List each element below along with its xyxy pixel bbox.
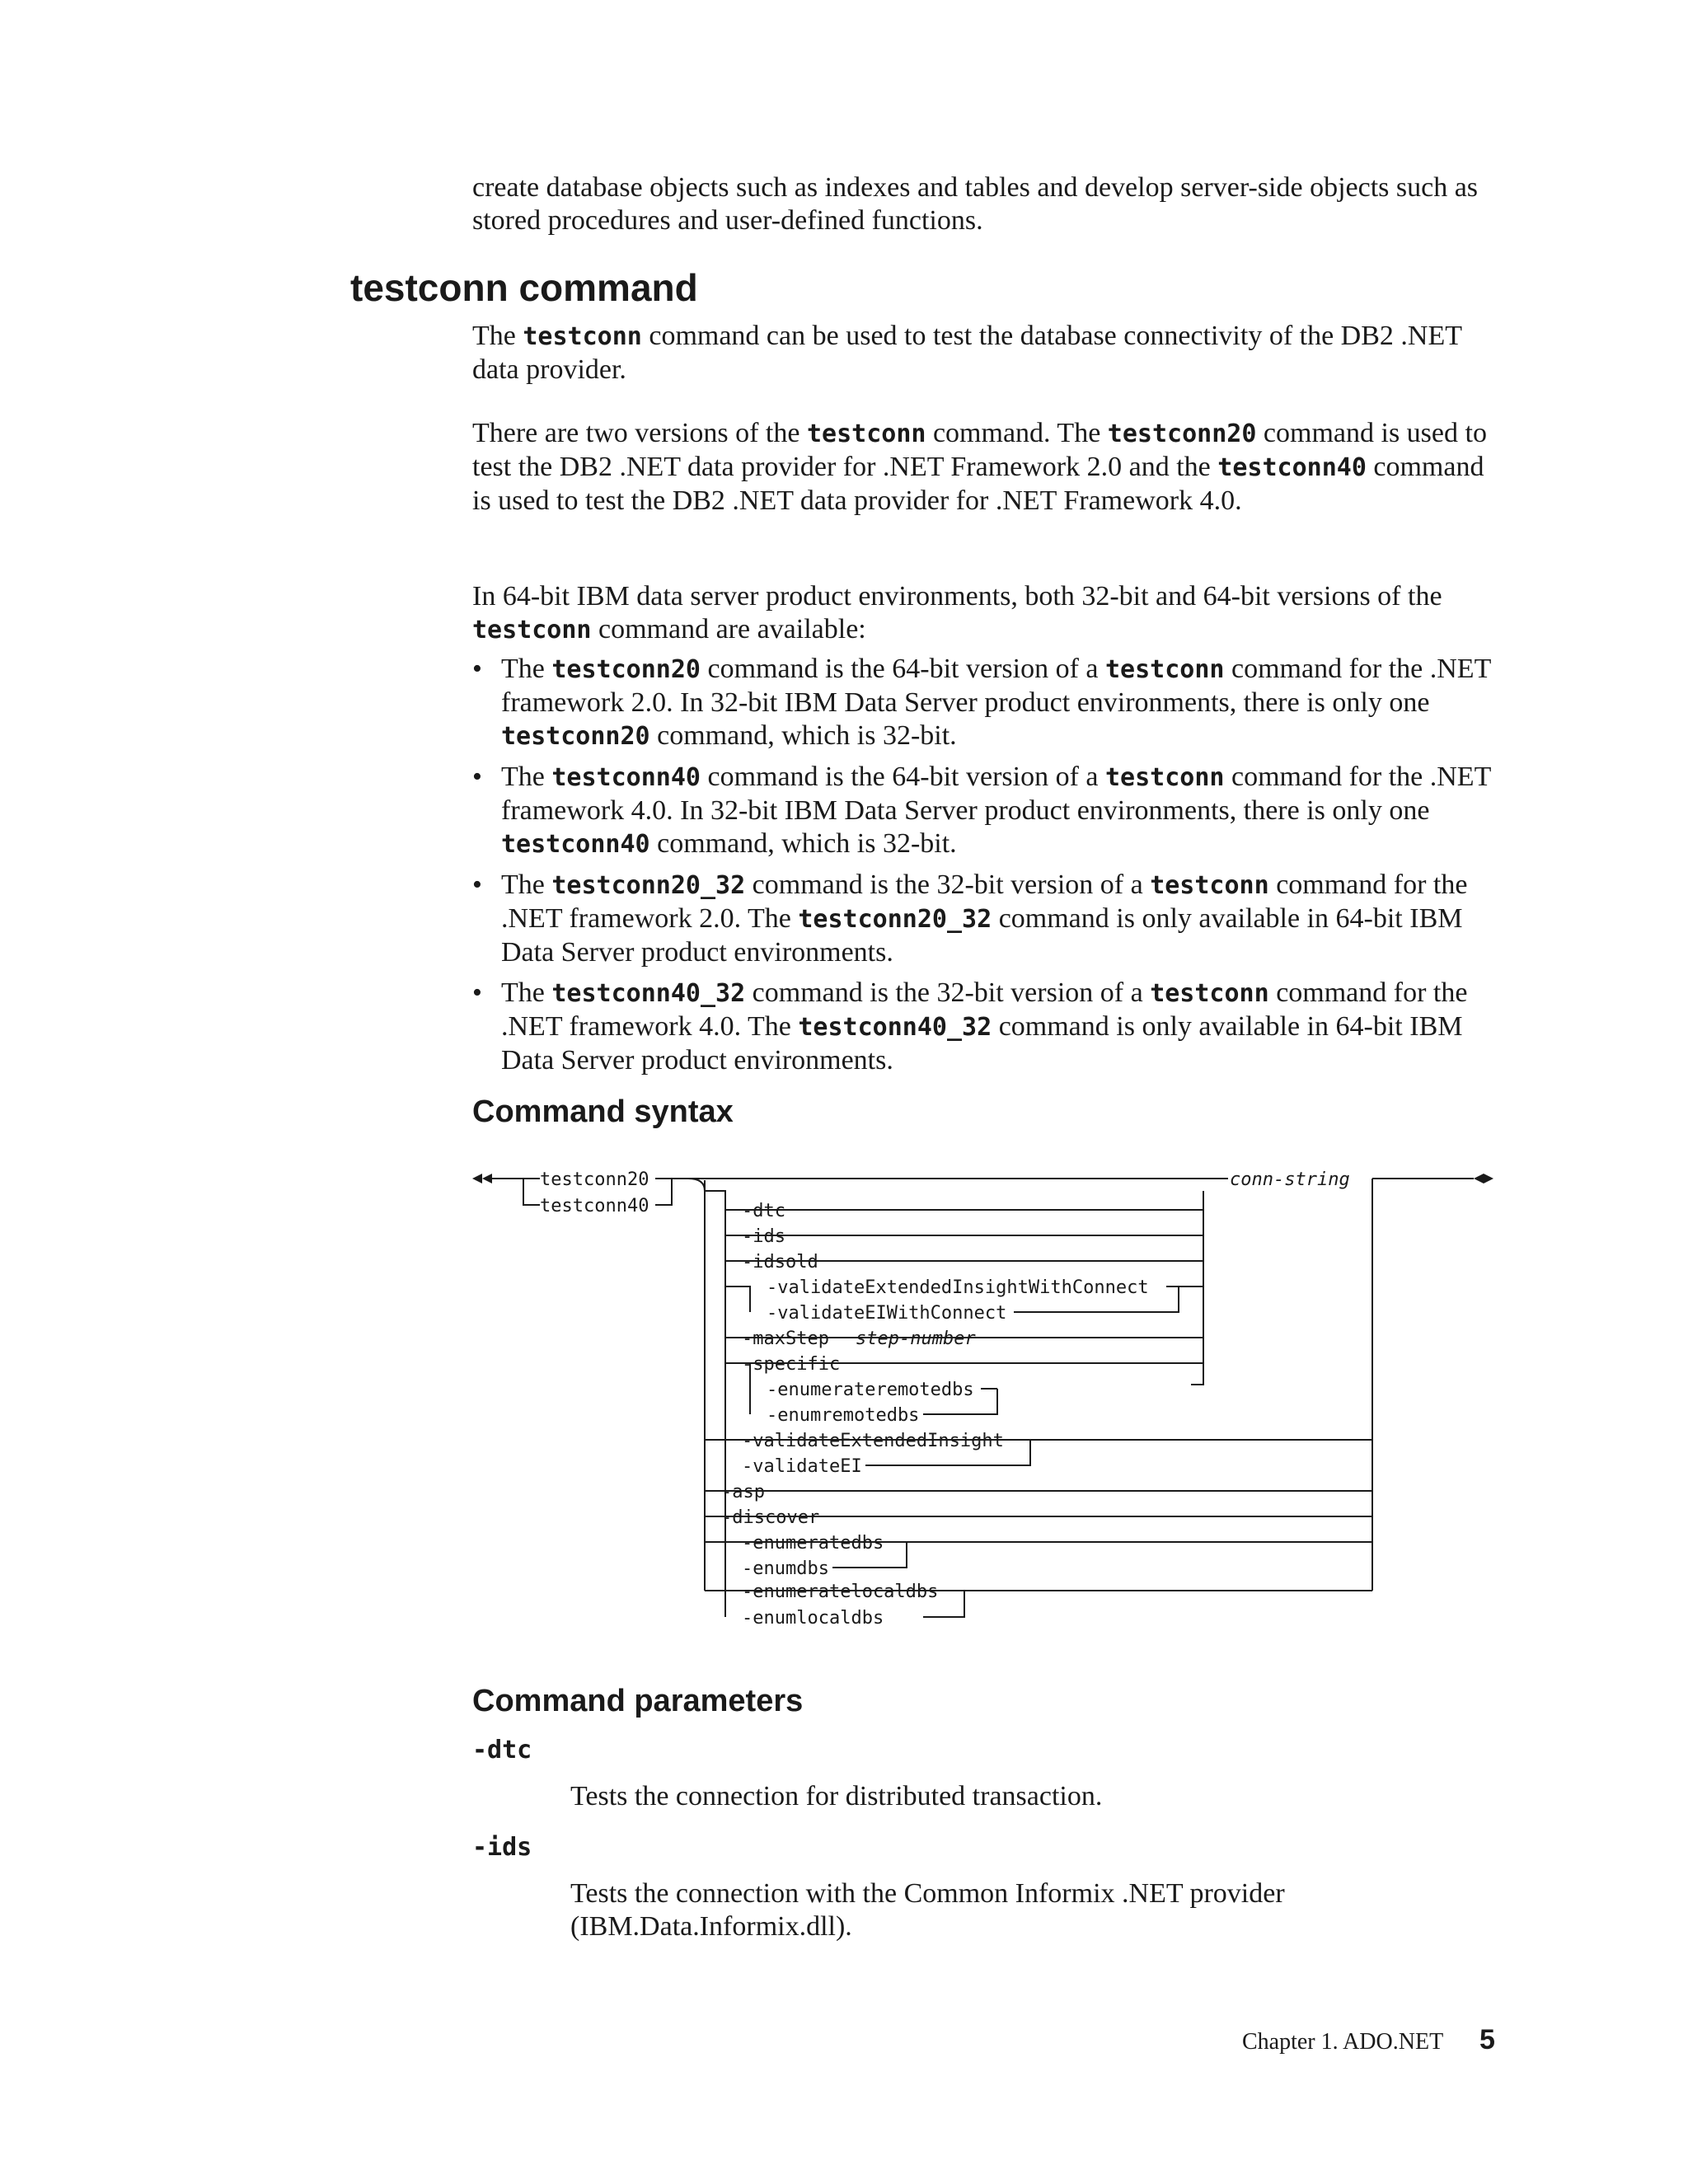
syntax-idsold: -idsold [742,1252,818,1272]
command-keyword: testconn [472,616,592,644]
syntax-step-number: step-number [856,1329,976,1349]
command-keyword: testconn [523,322,642,351]
syntax-enumeratedbs: -enumeratedbs [742,1533,884,1554]
syntax-enumeratelocaldbs: -enumeratelocaldbs [742,1582,939,1602]
syntax-enumerateremotedbs: -enumerateremotedbs [767,1380,974,1400]
syntax-discover: -discover [721,1507,820,1528]
footer-chapter: Chapter 1. ADO.NET [1242,2029,1444,2055]
list-item: • The testconn40_32 command is the 32-bit version of a testconn command for the .NET framework 4.0. The testconn40_32 command is only available in 64-bit IBM Data Server product environments. [472,977,1468,1076]
param-term-dtc: -dtc [472,1736,532,1765]
list-item: • The testconn20 command is the 64-bit version of a testconn command for the .NET framework 2.0. In 32-bit IBM Data Server product environments, there is only one testconn20 command, which is 32-bit. [472,654,1491,751]
syntax-testconn40: testconn40 [540,1196,649,1216]
syntax-validate-extended-insight-with-connect: -validateExtendedInsightWithConnect [767,1277,1149,1298]
param-desc-ids: Tests the connection with the Common Informix .NET provider (IBM.Data.Informix.dll). [570,1878,1285,1942]
syntax-enumdbs: -enumdbs [742,1558,829,1579]
list-item: • The testconn20_32 command is the 32-bit version of a testconn command for the .NET framework 2.0. The testconn20_32 command is only available in 64-bit IBM Data Server product environments. [472,869,1468,968]
bullet-icon: • [472,977,482,1008]
section-title: testconn command [350,266,698,309]
syntax-validate-ei: -validateEI [742,1456,862,1477]
command-keyword: testconn40 [1217,453,1367,482]
syntax-validate-ei-with-connect: -validateEIWithConnect [767,1303,1007,1324]
bullet-icon: • [472,762,482,792]
syntax-asp: -asp [721,1482,765,1502]
end-arrow-icon [1474,1174,1493,1183]
command-syntax-heading: Command syntax [472,1094,734,1129]
param-term-ids: -ids [472,1833,532,1862]
list-item: • The testconn40 command is the 64-bit version of a testconn command for the .NET framework 4.0. In 32-bit IBM Data Server product environments, there is only one testconn40 command, which is 32-bit. [472,762,1491,859]
syntax-specific: -specific [742,1354,841,1375]
syntax-enumremotedbs: -enumremotedbs [767,1405,920,1426]
command-keyword: testconn [806,419,926,448]
syntax-enumlocaldbs: -enumlocaldbs [742,1608,884,1629]
bullet-icon: • [472,869,482,900]
command-keyword: testconn20 [1107,419,1257,448]
environments-paragraph: In 64-bit IBM data server product environments, both 32-bit and 64-bit versions of the testconn command are available: [472,581,1442,644]
syntax-testconn20: testconn20 [540,1169,649,1190]
syntax-dtc: -dtc [742,1201,785,1221]
start-arrow-icon [472,1174,492,1183]
command-parameters-heading: Command parameters [472,1684,804,1718]
page-number: 5 [1479,2024,1495,2055]
syntax-ids: -ids [742,1226,785,1247]
param-desc-dtc: Tests the connection for distributed transaction. [570,1781,1103,1811]
bullet-icon: • [472,654,482,684]
syntax-conn-string: conn-string [1230,1169,1350,1190]
description-paragraph: The testconn command can be used to test the database connectivity of the DB2 .NET data provider. [472,321,1462,385]
syntax-validate-extended-insight: -validateExtendedInsight [742,1431,1004,1451]
intro-paragraph: create database objects such as indexes and tables and develop server-side objects such as stored procedures and user-defined functions. [472,172,1479,236]
versions-paragraph: There are two versions of the testconn command. The testconn20 command is used to test the DB2 .NET data provider for .NET Framework 2.0 and the testconn40 command is used to test the DB2 .NET data provider for .NET Framework 4.0. [472,418,1487,516]
syntax-maxstep: -maxStep [742,1329,829,1349]
